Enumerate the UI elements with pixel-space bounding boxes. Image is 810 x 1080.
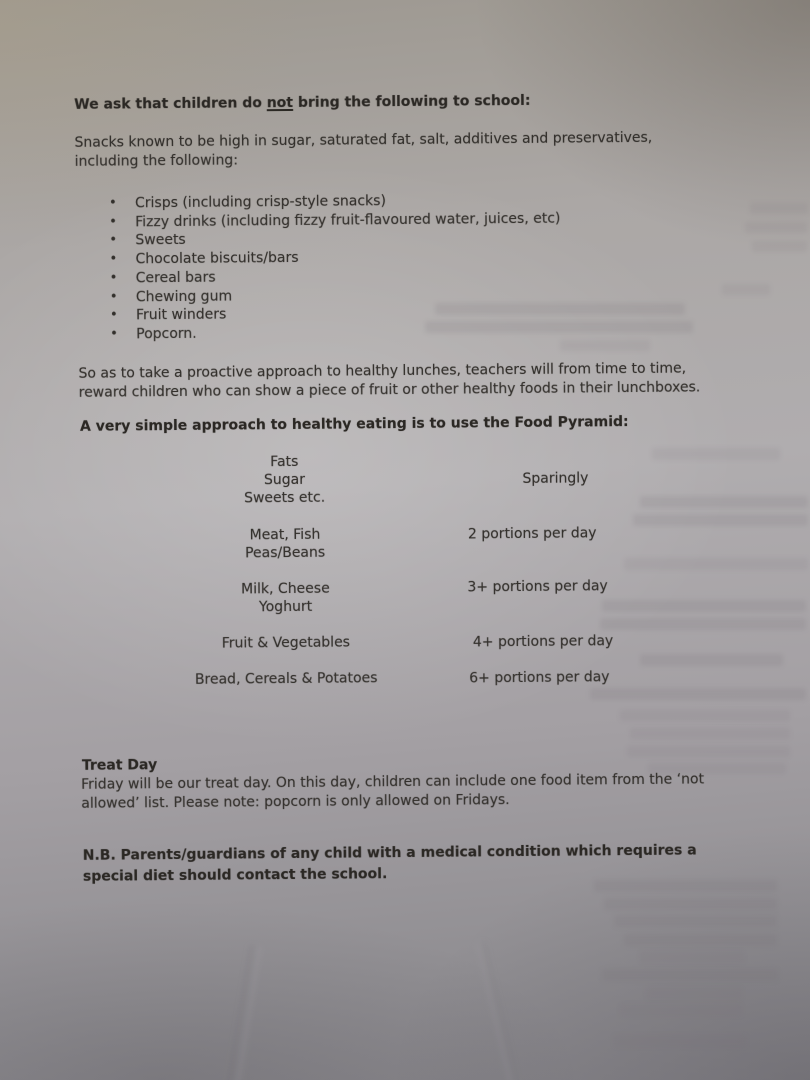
pyramid-food-line: Peas/Beans [244, 544, 326, 562]
banned-item: • Fruit winders [110, 303, 561, 326]
pyramid-portion-1: Sparingly [522, 470, 589, 487]
pyramid-food-group-1 [109, 452, 459, 509]
pyramid-food-line: Milk, Cheese [241, 580, 330, 598]
proactive-line-1: So as to take a proactive approach to healthy lunches, teachers will from time to time, [78, 360, 687, 382]
treat-day-heading: Treat Day [81, 757, 158, 774]
banned-item: • Popcorn. [110, 322, 561, 345]
no-bring-heading [74, 93, 530, 113]
pyramid-food-line: Sugar [263, 471, 306, 489]
pyramid-food-line: Bread, Cereals & Potatoes [194, 670, 378, 688]
pyramid-portion-3: 3+ portions per day [467, 578, 608, 596]
intro-paragraph [74, 129, 652, 171]
pyramid-food-line: Yoghurt [258, 598, 313, 616]
banned-item: • Chocolate biscuits/bars [109, 247, 560, 270]
pyramid-food-group-2 [110, 525, 460, 564]
heading-text-pre: We ask that children do [74, 95, 267, 113]
pyramid-food-line: Fats [270, 453, 299, 471]
nb-line-2: special diet should contact the school. [82, 866, 388, 885]
pyramid-food-line: Meat, Fish [249, 526, 321, 544]
heading-text-underlined: not [266, 94, 294, 112]
pyramid-portion-4: 4+ portions per day [472, 633, 614, 651]
banned-items-list [109, 191, 562, 345]
banned-item: • Fizzy drinks (including fizzy fruit-flavoured water, juices, etc) [109, 209, 560, 232]
pyramid-food-group-4 [111, 633, 461, 654]
intro-line-1: Snacks known to be high in sugar, saturated fat, salt, additives and preservatives, [74, 129, 653, 151]
heading-text-post: bring the following to school: [292, 92, 531, 111]
banned-item: • Crisps (including crisp-style snacks) [109, 191, 560, 214]
banned-item: • Cereal bars [110, 265, 561, 288]
pyramid-food-group-3 [110, 579, 460, 618]
pyramid-food-line: Sweets etc. [244, 489, 326, 507]
pyramid-food-line: Fruit & Vegetables [221, 634, 351, 652]
proactive-paragraph [78, 359, 700, 401]
banned-item: • Chewing gum [110, 284, 561, 307]
banned-item: • Sweets [109, 228, 560, 251]
nb-paragraph [83, 840, 697, 887]
nb-line-1: N.B. Parents/guardians of any child with a medical condition which requires a [82, 842, 697, 864]
pyramid-portion-5: 6+ portions per day [469, 669, 610, 687]
pyramid-portion-2: 2 portions per day [467, 525, 597, 543]
intro-line-2: including the following: [74, 151, 239, 170]
treat-day-line-2: allowed’ list. Please note: popcorn is only allowed on Fridays. [81, 791, 510, 812]
pyramid-heading: A very simple approach to healthy eating is to use the Food Pyramid: [79, 414, 629, 435]
proactive-line-2: reward children who can show a piece of fruit or other healthy foods in their lunchboxes. [78, 378, 701, 401]
treat-day-line-1: Friday will be our treat day. On this day, children can include one food item from the ‘not [81, 771, 705, 793]
treat-day-paragraph [81, 770, 704, 812]
pyramid-food-group-5 [111, 669, 461, 690]
